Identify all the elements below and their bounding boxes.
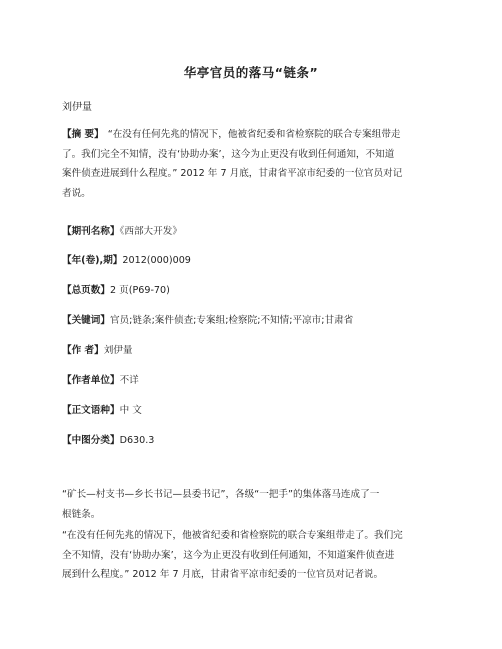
body-p2-line-1: “在没有任何先兆的情况下，他被省纪委和省检察院的联合专案组带走了。我们完 bbox=[62, 530, 403, 541]
abstract-label: 【摘 要】 bbox=[62, 129, 104, 140]
body-p1-line-1: “矿长—村支书—乡长书记—县委书记”，各级“一把手”的集体落马连成了一 bbox=[62, 489, 380, 500]
abstract-line-1: 【摘 要】 “在没有任何先兆的情况下，他被省纪委和省检察院的联合专案组带走 bbox=[62, 129, 401, 140]
abstract-line-3: 案件侦查进展到什么程度。” 2012 年 7 月底，甘肃省平凉市纪委的一位官员对记 bbox=[62, 168, 403, 179]
body-p2-line-3: 展到什么程度。” 2012 年 7 月底，甘肃省平凉市纪委的一位官员对记者说。 bbox=[62, 569, 384, 580]
article-title: 华亭官员的落马“链条” bbox=[183, 65, 319, 80]
field-author: 【作 者】刘伊量 bbox=[62, 345, 133, 356]
field-affiliation: 【作者单位】不详 bbox=[62, 375, 139, 386]
body-paragraph-2 bbox=[62, 526, 440, 585]
field-journal: 【期刊名称】《西部大开发》 bbox=[62, 226, 182, 237]
author-name: 刘伊量 bbox=[62, 102, 92, 113]
abstract-block bbox=[62, 125, 440, 203]
field-page-count: 【总页数】2 页(P69-70) bbox=[62, 285, 170, 296]
body-p2-line-2: 全不知情，没有‘协助办案’，这今为止更没有收到任何通知，不知道案件侦查进 bbox=[62, 549, 395, 561]
field-language: 【正文语种】中 文 bbox=[62, 405, 142, 416]
body-p1-line-2: 根链条。 bbox=[62, 508, 101, 520]
field-volume-issue: 【年(卷),期】2012(000)009 bbox=[62, 255, 191, 266]
abstract-line-4: 者说。 bbox=[62, 187, 91, 199]
field-keywords: 【关键词】官员;链条;案件侦查;专案组;检察院;不知情;平凉市;甘肃省 bbox=[62, 315, 354, 326]
body-paragraph-1 bbox=[62, 485, 440, 524]
abstract-line-2: 了。我们完全不知情，没有‘协助办案’，这今为止更没有收到任何通知，不知道 bbox=[62, 148, 395, 160]
field-classification: 【中图分类】D630.3 bbox=[62, 435, 155, 446]
